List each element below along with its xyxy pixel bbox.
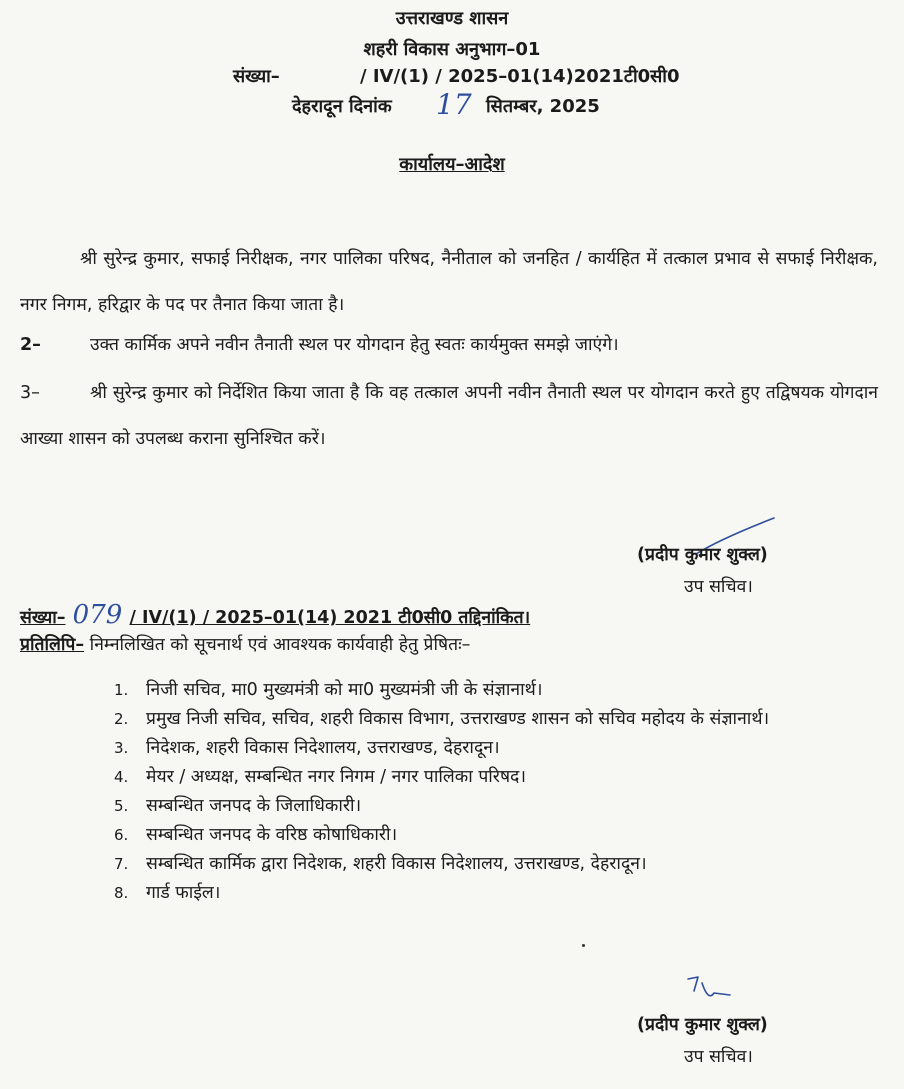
- list-item-text: गार्ड फाईल।: [146, 883, 221, 903]
- copy-intro-text: निम्नलिखित को सूचनार्थ एवं आवश्यक कार्यवाही हेतु प्रेषितः–: [89, 635, 471, 655]
- list-item: [110, 676, 870, 705]
- date-month-year: सितम्बर, 2025: [486, 96, 600, 117]
- list-item: [110, 792, 870, 821]
- list-item-text: सम्बन्धित जनपद के वरिष्ठ कोषाधिकारी।: [146, 825, 398, 845]
- copy-intro: [20, 632, 470, 656]
- list-item: [110, 705, 870, 734]
- order-title-wrap: [0, 152, 904, 176]
- copy-recipient-list: [110, 676, 870, 908]
- paragraph-1: श्री सुरेन्द्र कुमार, सफाई निरीक्षक, नगर पालिका परिषद, नैनीताल को जनहित / कार्यहित में तत्काल प्रभाव से सफाई निरीक्षक, नगर निगम, हरिद्वार के पद पर तैनात किया जाता है।: [20, 249, 878, 315]
- place-date-label: देहरादून दिनांक: [292, 96, 392, 117]
- list-item-number: 8.: [114, 884, 129, 902]
- paragraph-3-text: श्री सुरेन्द्र कुमार को निर्देशित किया जाता है कि वह तत्काल अपनी नवीन तैनाती स्थल पर योगदान करते हुए तद्विषयक योगदान आख्या शासन को उपलब्ध कराना सुनिश्चित करें।: [20, 383, 878, 449]
- paragraph-2: [20, 322, 878, 368]
- copy-reference-line: [20, 600, 530, 630]
- list-item: [110, 850, 870, 879]
- list-item-number: 7.: [114, 855, 129, 873]
- copy-reference-label: संख्या–: [20, 608, 66, 628]
- list-item-text: निजी सचिव, मा0 मुख्यमंत्री को मा0 मुख्यमंत्री जी के संज्ञानार्थ।: [146, 680, 543, 700]
- list-item-text: सम्बन्धित कार्मिक द्वारा निदेशक, शहरी विकास निदेशालय, उत्तराखण्ड, देहरादून।: [146, 854, 647, 874]
- list-item-number: 2.: [114, 710, 129, 728]
- copy-intro-label: प्रतिलिपि–: [20, 635, 85, 655]
- list-item: [110, 763, 870, 792]
- list-item-number: 1.: [114, 681, 129, 699]
- signature-1-designation: उप सचिव।: [684, 577, 753, 597]
- paragraph-3: [20, 370, 878, 462]
- list-item-text: मेयर / अध्यक्ष, सम्बन्धित नगर निगम / नगर पालिका परिषद।: [146, 767, 526, 787]
- ink-dot: [582, 944, 585, 947]
- paragraph-3-number: 3–: [20, 383, 40, 403]
- list-item: [110, 879, 870, 908]
- list-item-number: 4.: [114, 768, 129, 786]
- list-item-text: सम्बन्धित जनपद के जिलाधिकारी।: [146, 796, 362, 816]
- list-item-text: प्रमुख निजी सचिव, सचिव, शहरी विकास विभाग, उत्तराखण्ड शासन को सचिव महोदय के संज्ञानार्थ।: [146, 709, 770, 729]
- government-name: उत्तराखण्ड शासन: [395, 8, 509, 29]
- list-item: [110, 821, 870, 850]
- list-item-number: 5.: [114, 797, 129, 815]
- copy-reference-rest: / IV/(1) / 2025–01(14) 2021 टी0सी0 तद्दिनांकित।: [129, 608, 531, 628]
- paragraph-2-number: 2–: [20, 335, 41, 355]
- signature-2-name: (प्रदीप कुमार शुक्ल): [637, 1015, 768, 1035]
- list-item-number: 6.: [114, 826, 129, 844]
- list-item-text: निदेशक, शहरी विकास निदेशालय, उत्तराखण्ड, देहरादून।: [146, 738, 500, 758]
- reference-label: संख्या–: [233, 66, 280, 87]
- handwritten-date-day: 17: [436, 88, 472, 121]
- list-item: [110, 734, 870, 763]
- paragraph-2-text: उक्त कार्मिक अपने नवीन तैनाती स्थल पर योगदान हेतु स्वतः कार्यमुक्त समझे जाएंगे।: [90, 335, 619, 355]
- list-item-number: 3.: [114, 739, 129, 757]
- section-name: शहरी विकास अनुभाग–01: [363, 39, 541, 60]
- signature-2-initials: [680, 965, 750, 1010]
- order-title: कार्यालय–आदेश: [399, 154, 505, 175]
- reference-number: / IV/(1) / 2025–01(14)2021टी0सी0: [360, 66, 680, 87]
- signature-1-name: (प्रदीप कुमार शुक्ल): [637, 545, 768, 565]
- handwritten-copy-number: 079: [72, 600, 123, 630]
- signature-2-designation: उप सचिव।: [684, 1047, 753, 1067]
